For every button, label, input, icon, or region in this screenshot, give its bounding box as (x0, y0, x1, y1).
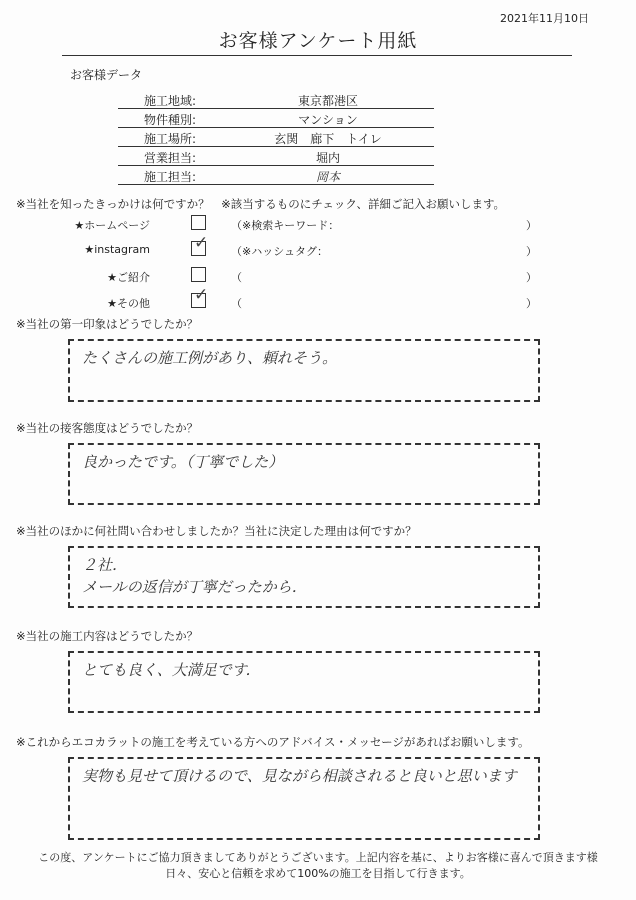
option-label: ★instagram (84, 243, 150, 256)
row-value-handwritten: 岡本 (315, 170, 340, 184)
source-question: ※当社を知ったきっかけは何ですか？ ※該当するものにチェック、詳細ご記入お願いします。 (16, 197, 506, 211)
q5-answer-box[interactable] (68, 757, 540, 840)
row-key: 施工担当: (144, 170, 197, 184)
footer-line-1: この度、アンケートにご協力頂きましてありがとうございます。上記内容を基に、よりお客様に喜んで頂きます様 (38, 851, 598, 864)
row-key: 物件種別: (144, 113, 197, 127)
option-close-paren: ） (526, 297, 537, 310)
q3-answer-box[interactable] (68, 546, 540, 608)
option-label: ★ホームページ (74, 219, 150, 232)
page-title: お客様アンケート用紙 (218, 30, 418, 52)
customer-row-location (118, 128, 434, 147)
checkbox[interactable] (191, 215, 206, 230)
survey-date: 2021年11月10日 (500, 12, 589, 25)
option-close-paren: ） (526, 271, 537, 284)
q2-answer: 良かったです。（丁寧でした） (82, 453, 284, 471)
row-value: 堀内 (315, 151, 340, 165)
row-value: 玄関 廊下 トイレ (274, 132, 382, 146)
row-key: 営業担当: (144, 151, 197, 165)
customer-row-property-type (118, 109, 434, 128)
row-value: マンション (298, 113, 358, 127)
source-option-referral (0, 265, 636, 287)
option-detail: （ (231, 271, 242, 284)
q2-answer-box[interactable] (68, 443, 540, 505)
customer-data-table (118, 90, 434, 185)
q5-answer: 実物も見せて頂けるので、見ながら相談されると良いと思います (82, 767, 517, 785)
q4-answer-box[interactable] (68, 651, 540, 713)
option-detail: （※検索キーワード： (231, 219, 340, 232)
checkbox[interactable] (191, 267, 206, 282)
q1-question: ※当社の第一印象はどうでしたか？ (16, 317, 199, 331)
option-label: ★ご紹介 (107, 271, 150, 284)
q2-question: ※当社の接客態度はどうでしたか？ (16, 421, 199, 435)
customer-row-sales-rep (118, 147, 434, 166)
q4-question: ※当社の施工内容はどうでしたか？ (16, 629, 199, 643)
title-divider (62, 55, 572, 56)
source-option-homepage (0, 213, 636, 235)
q1-answer: たくさんの施工例があり、頼れそう。 (82, 349, 338, 367)
option-close-paren: ） (526, 219, 537, 232)
source-option-instagram (0, 233, 636, 261)
check-mark-icon: ✓ (194, 285, 209, 305)
source-option-other (0, 285, 636, 313)
option-detail: （※ハッシュタグ： (231, 245, 328, 258)
q3-answer: ２社． メールの返信が丁寧だったから． (82, 556, 307, 596)
row-value: 東京都港区 (297, 94, 358, 108)
q1-answer-box[interactable] (68, 339, 540, 402)
option-close-paren: ） (526, 245, 537, 258)
option-detail: （ (231, 297, 242, 310)
q4-answer: とても良く、大満足です． (82, 661, 261, 679)
customer-data-label: お客様データ (70, 68, 143, 82)
customer-row-installer (118, 166, 434, 185)
row-key: 施工場所: (144, 132, 197, 146)
q5-question: ※これからエコカラットの施工を考えている方へのアドバイス・メッセージがあればお願いします。 (16, 735, 530, 749)
check-mark-icon: ✓ (194, 233, 209, 253)
footer-line-2: 日々、安心と信頼を求めて100%の施工を目指して行きます。 (165, 867, 471, 880)
customer-row-area (118, 90, 434, 109)
option-label: ★その他 (107, 297, 150, 310)
q3-question: ※当社のほかに何社問い合わせしましたか？当社に決定した理由は何ですか？ (16, 524, 417, 538)
row-key: 施工地域: (144, 94, 197, 108)
